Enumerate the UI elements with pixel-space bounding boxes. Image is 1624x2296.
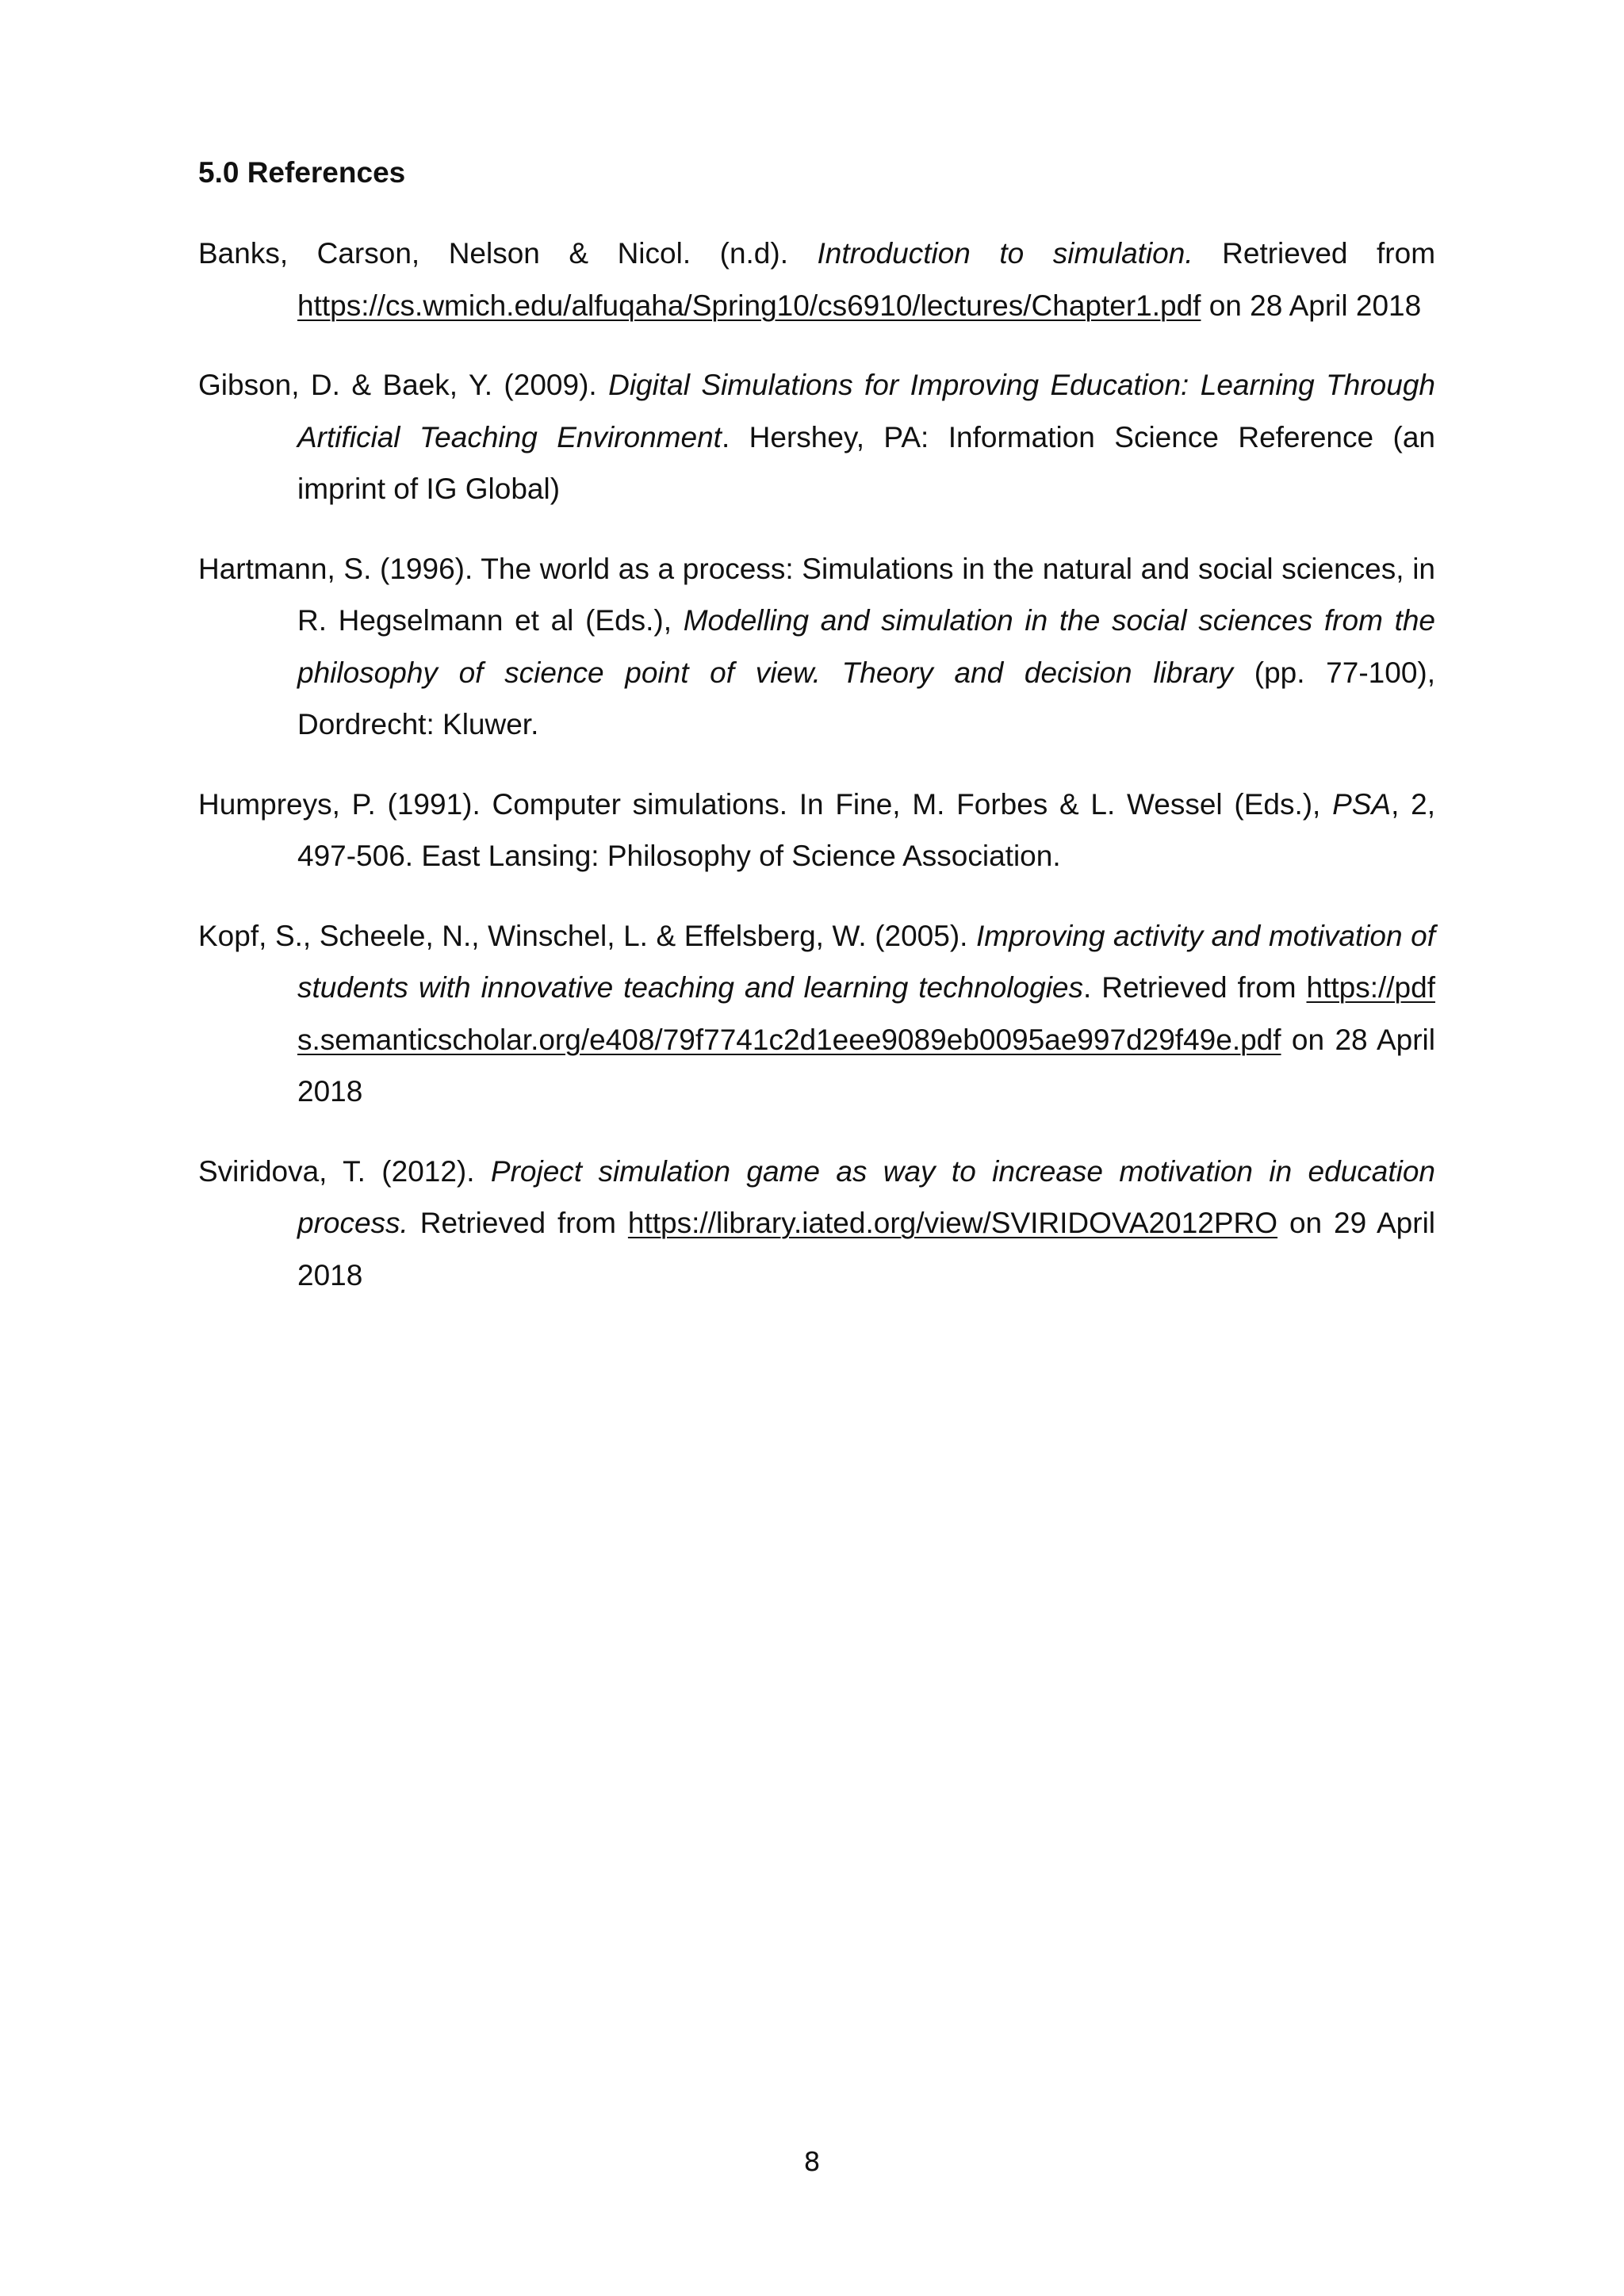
reference-authors: Banks, Carson, Nelson & Nicol. (n.d). [198,237,788,270]
reference-accessed: on 29 April 2018 [297,1207,1436,1292]
reference-title: PSA [1332,787,1392,821]
reference-accessed: on 28 April 2018 [1208,289,1422,322]
reference-url-link[interactable]: https://library.iated.org/view/SVIRIDOVA2012PRO [627,1207,1278,1239]
reference-list [198,228,1435,1329]
reference-title: Introduction to simulation. [817,237,1193,270]
reference-title: Digital Simulations for Improving Education: Learning Through Artificial Teaching Environment [297,369,1435,453]
reference-lead: Humpreys, P. (1991). Computer simulations. In Fine, M. Forbes & L. Wessel (Eds.), [198,787,1321,821]
reference-humpreys [198,779,1435,882]
reference-title: Project simulation game as way to increase motivation in education process. [297,1154,1436,1239]
reference-sviridova [198,1146,1435,1302]
page-number: 8 [803,2146,821,2177]
reference-tail: , 2, 497-506. East Lansing: Philosophy of Science Association. [297,787,1435,872]
reference-title: Modelling and simulation in the social sciences from the philosophy of science point of view. Theory and decision library [297,604,1436,689]
reference-authors: Kopf, S., Scheele, N., Winschel, L. & Effelsberg, W. (2005). [198,919,968,952]
reference-banks [198,228,1435,331]
reference-retrieved: Retrieved from [1222,237,1436,270]
reference-accessed: on 28 April 2018 [297,1023,1435,1108]
reference-url-link[interactable]: https://pdfs.semanticscholar.org/e408/79f7741c2d1eee9089eb0095ae997d29f49e.pdf [297,971,1435,1056]
reference-retrieved: . Retrieved from [1083,971,1297,1004]
reference-authors: Gibson, D. & Baek, Y. (2009). [198,369,597,401]
reference-gibson [198,359,1435,515]
reference-title: Improving activity and motivation of students with innovative teaching and learning technologies [297,919,1435,1004]
reference-hartmann [198,543,1435,751]
reference-retrieved: Retrieved from [419,1207,616,1239]
reference-publisher: . Hershey, PA: Information Science Reference (an imprint of IG Global) [297,420,1435,505]
reference-lead: Hartmann, S. (1996). The world as a process: Simulations in the natural and social sciences, in R. Hegselmann et al (Eds.), [198,552,1435,637]
reference-tail: (pp. 77-100), Dordrecht: Kluwer. [297,656,1435,740]
reference-authors: Sviridova, T. (2012). [198,1154,475,1188]
reference-url-link[interactable]: https://cs.wmich.edu/alfuqaha/Spring10/cs6910/lectures/Chapter1.pdf [297,289,1201,322]
reference-kopf [198,910,1435,1118]
section-heading: 5.0 References [198,156,406,189]
